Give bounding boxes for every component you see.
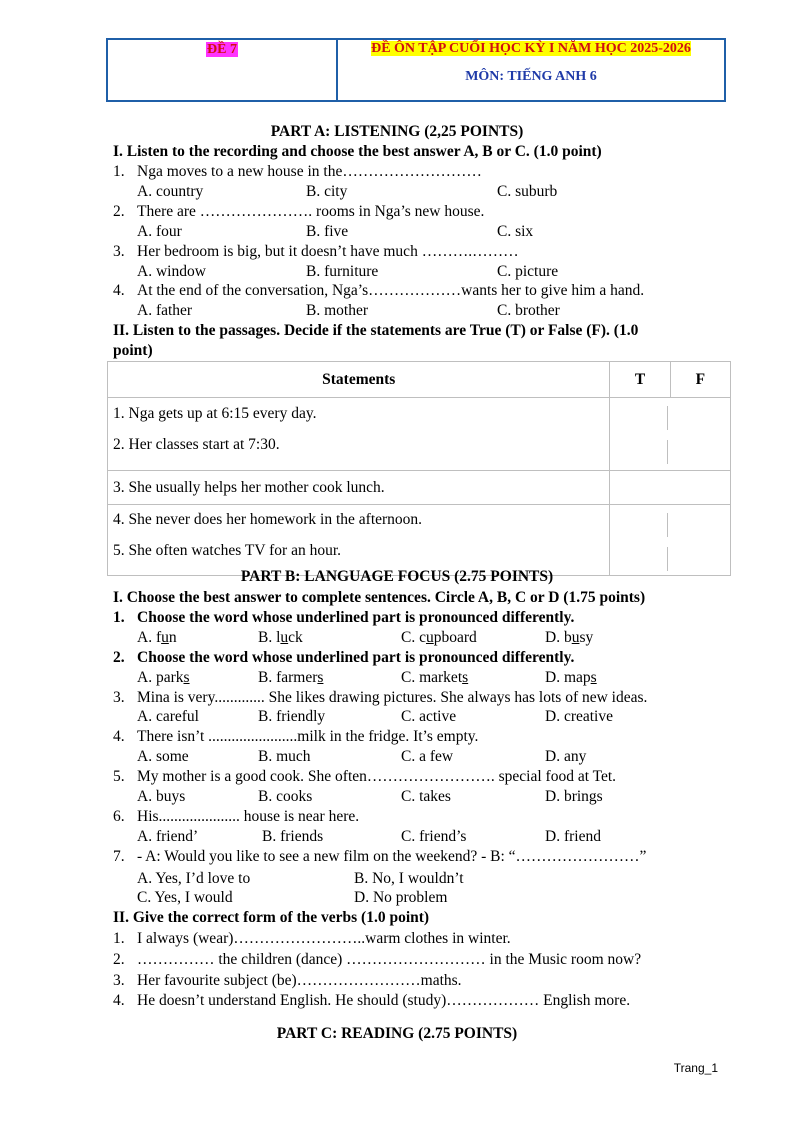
exam-title-cell (338, 40, 724, 100)
option-d: D. creative (545, 708, 613, 725)
option-c: C. cupboard (401, 629, 477, 646)
option-a: A. some (137, 748, 189, 765)
part-b-section1-title: I. Choose the best answer to complete sentences. Circle A, B, C or D (1.75 points) (113, 589, 646, 606)
part-a-section1-title: I. Listen to the recording and choose the best answer A, B or C. (1.0 point) (113, 143, 602, 160)
false-header: F (670, 362, 730, 398)
part-a-section2-title: II. Listen to the passages. Decide if the statements are True (T) or False (F). (1.0 (113, 322, 639, 339)
option-c: C. markets (401, 669, 469, 686)
answer-cells[interactable] (610, 471, 731, 505)
option-a: A. father (137, 302, 193, 319)
option-c: C. suburb (497, 183, 558, 200)
option-d: D. maps (545, 669, 597, 686)
option-d: D. any (545, 748, 587, 765)
option-b: B. city (306, 183, 348, 200)
statement-group (108, 398, 610, 471)
question: 5. My mother is a good cook. She often……………………. special food at Tet. (113, 768, 617, 785)
question: 1. Nga moves to a new house in the……………………… (113, 163, 482, 180)
option-c: C. picture (497, 263, 559, 280)
option-c: C. a few (401, 748, 454, 765)
option-b: B. farmers (258, 669, 324, 686)
statement-group (108, 505, 610, 576)
option-a: A. country (137, 183, 204, 200)
option-a: A. careful (137, 708, 199, 725)
option-b: B. No, I wouldn’t (354, 870, 464, 887)
option-a: A. fun (137, 629, 177, 646)
question: 4. There isn’t .......................milk in the fridge. It’s empty. (113, 728, 479, 745)
option-d: D. busy (545, 629, 594, 646)
verb-question: 2. …………… the children (dance) ……………………… in the Music room now? (113, 951, 642, 968)
option-a: A. four (137, 223, 182, 240)
exam-title: ĐỀ ÔN TẬP CUỐI HỌC KỲ I NĂM HỌC 2025-2026 (371, 41, 691, 56)
option-b: B. furniture (306, 263, 379, 280)
true-header: T (610, 362, 670, 398)
option-c: C. takes (401, 788, 451, 805)
question: 2. Choose the word whose underlined part is pronounced differently. (113, 649, 575, 666)
option-c: C. Yes, I would (137, 889, 233, 906)
question: 3. Her bedroom is big, but it doesn’t have much ……….……… (113, 243, 519, 260)
question: 1. Choose the word whose underlined part is pronounced differently. (113, 609, 575, 626)
question: 2. There are …………………. rooms in Nga’s new house. (113, 203, 485, 220)
part-a-section2-title-cont: point) (113, 342, 153, 359)
option-a: A. window (137, 263, 206, 280)
option-a: A. buys (137, 788, 186, 805)
verb-question: 4. He doesn’t understand English. He should (study)……………… English more. (113, 992, 631, 1009)
option-b: B. cooks (258, 788, 313, 805)
question: 3. Mina is very............. She likes drawing pictures. She always has lots of new ideas. (113, 689, 648, 706)
exam-code-cell (108, 40, 338, 100)
statements-header: Statements (108, 362, 610, 398)
option-c: C. friend’s (401, 828, 467, 845)
verb-question: 1. I always (wear)……………………..warm clothes in winter. (113, 930, 511, 947)
option-c: C. brother (497, 302, 560, 319)
option-b: B. friendly (258, 708, 326, 725)
option-c: C. six (497, 223, 534, 240)
question: 7. - A: Would you like to see a new film on the weekend? - B: “……………………” (113, 848, 647, 865)
true-false-table (107, 361, 731, 576)
option-d: D. No problem (354, 889, 448, 906)
exam-subject: MÔN: TIẾNG ANH 6 (465, 69, 597, 84)
answer-cells[interactable] (610, 398, 731, 471)
part-b-section2-title: II. Give the correct form of the verbs (1.0 point) (113, 909, 430, 926)
option-b: B. mother (306, 302, 368, 319)
option-b: B. five (306, 223, 349, 240)
statement: 5. She often watches TV for an hour. (113, 542, 342, 559)
option-a: A. parks (137, 669, 190, 686)
verb-question: 3. Her favourite subject (be)……………………maths. (113, 972, 462, 989)
option-a: A. Yes, I’d love to (137, 870, 251, 887)
option-d: D. brings (545, 788, 603, 805)
option-b: B. friends (262, 828, 324, 845)
statement: 1. Nga gets up at 6:15 every day. (113, 405, 317, 422)
question: 6. His..................... house is near here. (113, 808, 360, 825)
statement: 2. Her classes start at 7:30. (113, 436, 280, 453)
statement: 4. She never does her homework in the afternoon. (113, 511, 423, 528)
part-a-title: PART A: LISTENING (2,25 POINTS) (270, 123, 524, 140)
part-c-title: PART C: READING (2.75 POINTS) (276, 1025, 518, 1042)
option-b: B. luck (258, 629, 303, 646)
question: 4. At the end of the conversation, Nga’s………………wants her to give him a hand. (113, 282, 645, 299)
page-number: Trang_1 (673, 1061, 718, 1075)
option-b: B. much (258, 748, 311, 765)
answer-cells[interactable] (610, 505, 731, 576)
exam-header (106, 38, 726, 102)
exam-code: ĐỀ 7 (207, 42, 237, 57)
option-a: A. friend’ (137, 828, 199, 845)
statement: 3. She usually helps her mother cook lunch. (108, 471, 610, 505)
option-d: D. friend (545, 828, 601, 845)
option-c: C. active (401, 708, 457, 725)
part-b-title: PART B: LANGUAGE FOCUS (2.75 POINTS) (240, 568, 554, 585)
